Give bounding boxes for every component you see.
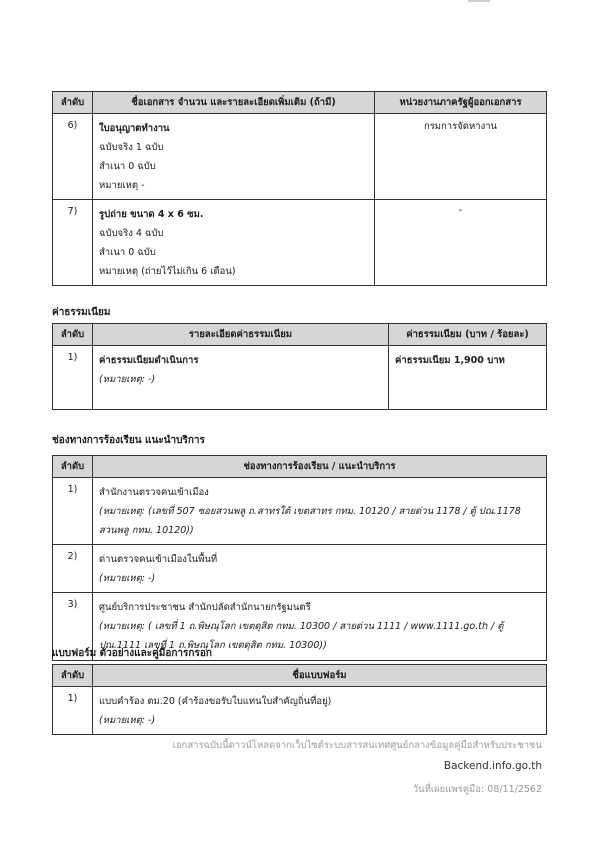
document-note: หมายเหตุ (ถ่ายไว้ไม่เกิน 6 เดือน) <box>99 266 236 277</box>
channels-heading: ช่องทางการร้องเรียน แนะนำบริการ <box>52 435 205 446</box>
col-header-channel: ช่องทางการร้องเรียน / แนะนำบริการ <box>93 456 547 478</box>
channel-note: (หมายเหตุ: (เลขที่ 507 ซอยสวนพลู ถ.สาทรใต้ เขตสาทร กทม. 10120 / สายด่วน 1178 / ตู้ ปณ.1178 สวนพลู กทม. 10120)) <box>99 506 521 536</box>
fees-table <box>52 323 547 410</box>
document-title: รูปถ่าย ขนาด 4 x 6 ซม. <box>99 209 204 220</box>
page-corner-mark <box>468 0 490 2</box>
col-header-order: ลำดับ <box>53 92 93 114</box>
col-header-form-name: ชื่อแบบฟอร์ม <box>93 665 547 687</box>
forms-header-row <box>53 665 547 687</box>
table-row <box>53 114 547 200</box>
issuing-agency: กรมการจัดหางาน <box>375 114 547 200</box>
channel-title: สำนักงานตรวจคนเข้าเมือง <box>99 487 209 498</box>
row-number: 1) <box>53 346 93 410</box>
row-number: 3) <box>53 593 93 661</box>
fee-note: (หมายเหตุ: -) <box>99 374 156 385</box>
issuing-agency: - <box>375 200 547 286</box>
table-row <box>53 200 547 286</box>
footer-disclaimer: เอกสารฉบับนี้ดาวน์โหลดจากเว็บไซต์ระบบสารสนเทศศูนย์กลางข้อมูลคู่มือสำหรับประชาชน <box>172 740 542 751</box>
col-header-order: ลำดับ <box>53 456 93 478</box>
footer-publish-date: วันที่เผยแพร่คู่มือ: 08/11/2562 <box>412 784 542 795</box>
row-number: 1) <box>53 687 93 735</box>
col-header-document: ชื่อเอกสาร จำนวน และรายละเอียดเพิ่มเติม (ถ้ามี) <box>93 92 375 114</box>
form-note: (หมายเหตุ: -) <box>99 715 156 726</box>
form-title: แบบคำร้อง ตม.20 (คำร้องขอรับใบแทนใบสำคัญถิ่นที่อยู่) <box>99 696 332 707</box>
fees-header-row <box>53 324 547 346</box>
fees-heading: ค่าธรรมเนียม <box>52 307 111 318</box>
channels-table <box>52 455 547 661</box>
table-row <box>53 478 547 545</box>
table-row <box>53 346 547 410</box>
channels-header-row <box>53 456 547 478</box>
fee-amount: ค่าธรรมเนียม 1,900 บาท <box>395 355 505 366</box>
document-title: ใบอนุญาตทำงาน <box>99 123 170 134</box>
col-header-fee-amount: ค่าธรรมเนียม (บาท / ร้อยละ) <box>389 324 547 346</box>
documents-table <box>52 91 547 286</box>
channel-note: (หมายเหตุ: ( เลขที่ 1 ถ.พิษณุโลก เขตดุสิต กทม. 10300 / สายด่วน 1111 / www.1111.go.th / ตู้ ปณ.1111 เลขที่ 1 ถ.พิษณุโลก เขตดุสิต กทม. 10300)) <box>99 621 504 651</box>
channel-title: ศูนย์บริการประชาชน สำนักปลัดสำนักนายกรัฐมนตรี <box>99 602 311 613</box>
documents-header-row <box>53 92 547 114</box>
col-header-fee-detail: รายละเอียดค่าธรรมเนียม <box>93 324 389 346</box>
channel-title: ด่านตรวจคนเข้าเมืองในพื้นที่ <box>99 554 218 565</box>
fee-title: ค่าธรรมเนียมดำเนินการ <box>99 355 199 366</box>
original-count: ฉบับจริง 1 ฉบับ <box>99 142 164 153</box>
row-number: 6) <box>53 114 93 200</box>
forms-heading: แบบฟอร์ม ตัวอย่างและคู่มือการกรอก <box>52 648 212 659</box>
col-header-agency: หน่วยงานภาครัฐผู้ออกเอกสาร <box>375 92 547 114</box>
table-row <box>53 687 547 735</box>
copy-count: สำเนา 0 ฉบับ <box>99 161 156 172</box>
row-number: 1) <box>53 478 93 545</box>
col-header-order: ลำดับ <box>53 665 93 687</box>
table-row <box>53 545 547 593</box>
original-count: ฉบับจริง 4 ฉบับ <box>99 228 164 239</box>
row-number: 2) <box>53 545 93 593</box>
forms-table <box>52 664 547 735</box>
document-note: หมายเหตุ - <box>99 180 145 191</box>
footer-site: Backend.info.go.th <box>443 760 542 772</box>
row-number: 7) <box>53 200 93 286</box>
channel-note: (หมายเหตุ: -) <box>99 573 156 584</box>
col-header-order: ลำดับ <box>53 324 93 346</box>
copy-count: สำเนา 0 ฉบับ <box>99 247 156 258</box>
